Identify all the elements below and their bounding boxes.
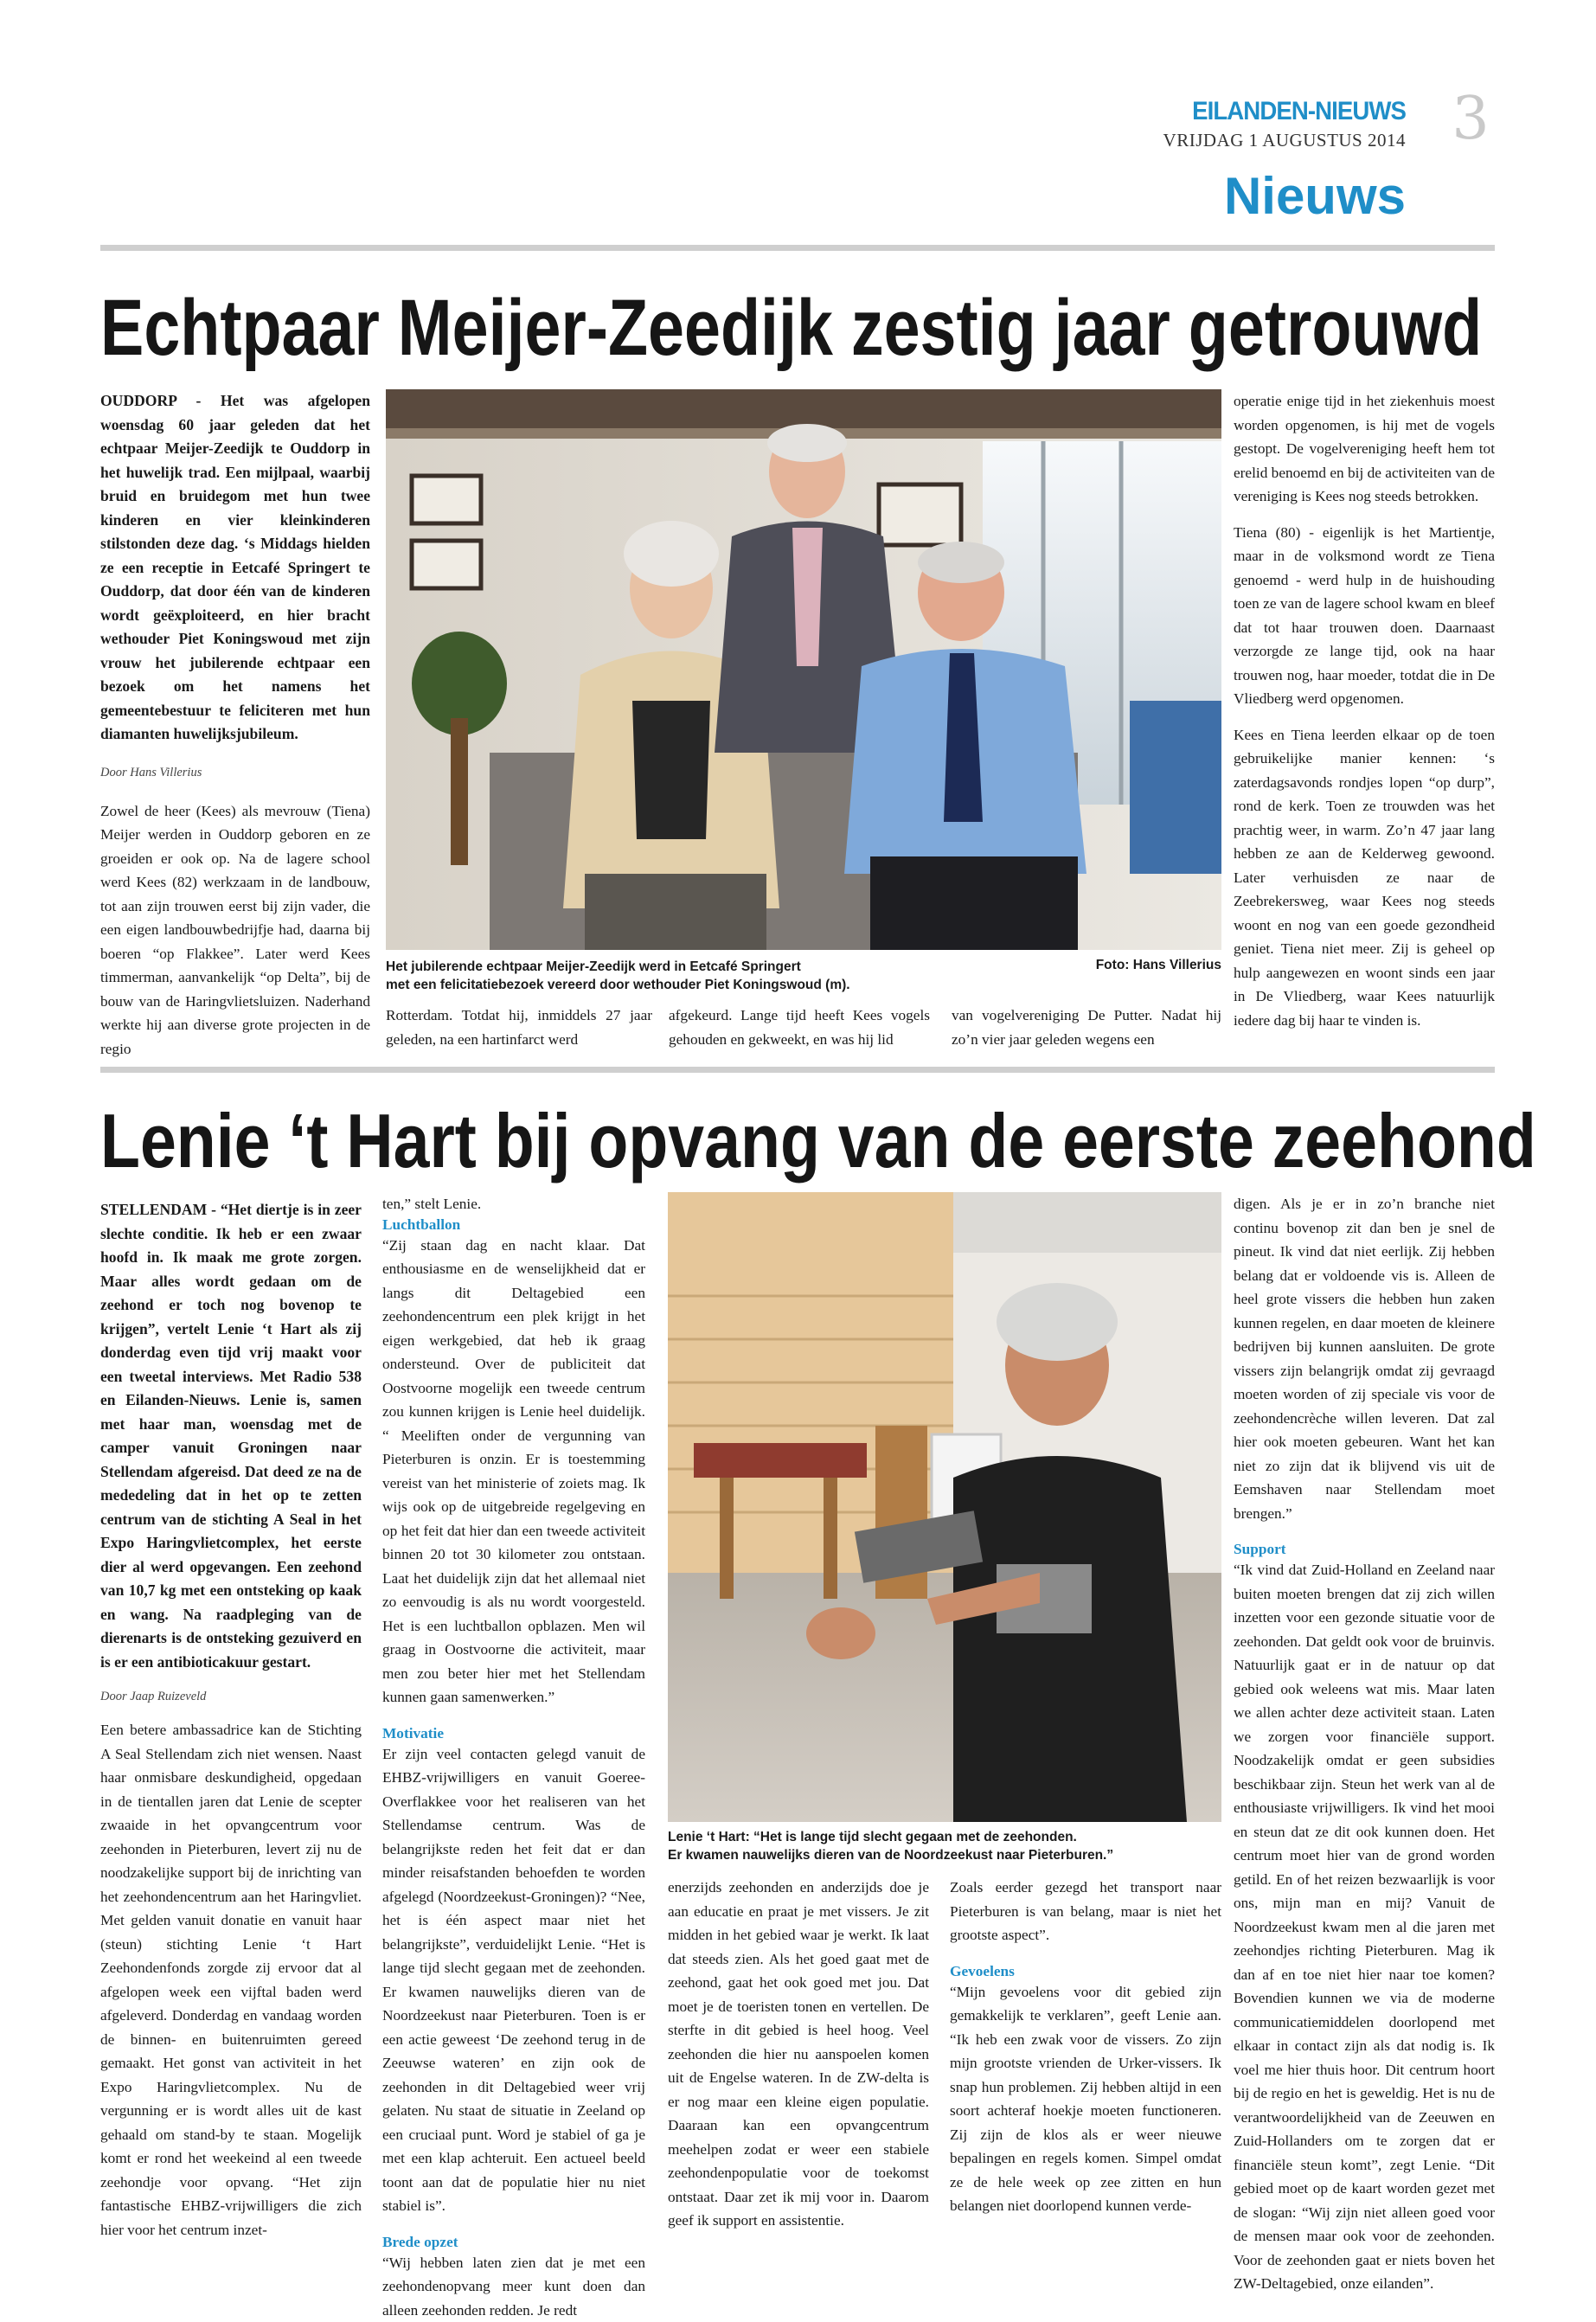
article2-col1 [100,1198,362,2242]
article2-col2 [382,1192,645,2322]
article2-caption-line1: Lenie ‘t Hart: “Het is lange tijd slecht gegaan met de zeehonden. [668,1828,1221,1846]
article1-col1-body: Zowel de heer (Kees) als mevrouw (Tiena) Meijer werden in Ouddorp geboren en ze groeiden er ook op. Na de lagere school werd Kees (82) werkzaam in de landbouw, tot aan zijn trouwen eerst bij zijn vader, die een eigen landbouwbedrijfje had, daarna bij boeren “op Flakkee”. Later werd Kees timmerman, aanvankelijk “op Delta”, bij de bouw van de Haringvlietsluizen. Naderhand werkte hij aan diverse grote projecten in de regio [100,799,370,1062]
article2-photo-caption [668,1828,1221,1864]
article2-col5-p1: digen. Als je er in zo’n branche niet continu bovenop zit dan ben je snel de pineut. Ik vind dat niet eerlijk. Zij hebben belang dat er voldoende vis is. Alleen de heel grote vissers die hebben hun zaken kunnen regelen, en daar moeten de kleinere bedrijven bij kunnen aansluiten. De grote vissers zijn belangrijk omdat zij gevraagd moeten worden of zij speciale vis voor de zeehondencrèche willen leveren. Dat zal hier ook moeten gebeuren. Want het kan niet zo zijn dat ik blijvend vis uit de Eemshaven naar Stellendam moet brengen.” [1234,1192,1495,1525]
article1-col5 [1234,389,1495,1032]
article2-headline: Lenie ‘t Hart bij opvang van de eerste zeehond [100,1097,1306,1185]
article2-photo [668,1192,1221,1822]
issue-date: VRIJDAG 1 AUGUSTUS 2014 [1125,130,1406,151]
lenie-photo-illustration [668,1192,1221,1822]
article1-lead: OUDDORP - Het was afgelopen woensdag 60 jaar geleden dat het echtpaar Meijer-Zeedijk te Ouddorp in het huwelijk trad. Een mijlpaal, waarbij bruid en bruidegom met hun twee kinderen en vier kleinkinderen stilstonden deze dag. ‘s Middags hielden ze een receptie in Eetcafé Springert te Ouddorp, dat door één van de kinderen wordt geëxploiteerd, en hier bracht wethouder Piet Koningswoud met zijn vrouw het jubilerende echtpaar een bezoek om het namens het gemeentebestuur te feliciteren met hun diamanten huwelijksjubileum. [100,389,370,747]
section-title: Nieuws [1125,166,1406,226]
article1-col5-p2: Tiena (80) - eigenlijk is het Martientje, maar in de volksmond wordt ze Tiena genoemd - werd hulp in de huishouding toen ze van de lagere school kwam en bleef dat tot haar trouwen doen. Daarnaast verzorgde ze lange tijd, ook na haar trouwen nog, haar moeder, totdat die in De Vliedberg werd opgenomen. [1234,521,1495,711]
subhead-luchtballon: Luchtballon [382,1216,645,1234]
top-rule [100,245,1495,251]
article1-col5-p1: operatie enige tijd in het ziekenhuis moest worden opgenomen, is hij met de vogels gestopt. De vogelvereniging heeft hem tot erelid benoemd en bij de activiteiten van de vereniging is Kees nog steeds betrokken. [1234,389,1495,509]
article2-col2-p2: Er zijn veel contacten gelegd vanuit de EHBZ-vrijwilligers en vanuit Goeree-Overflakkee voor het realiseren van het Stellendamse centrum. Was de belangrijkste reden het feit dat er dan minder reisafstanden behoefden te worden afgelegd (Noordzeekust-Groningen)? “Nee, het is één aspect maar niet het belangrijkste”, verduidelijkt Lenie. “Het is lange tijd slecht gegaan met de zeehonden. Er kwamen nauwelijks dieren van de Noordzeekust naar Pieterburen. Toen is er een actie geweest ‘De zeehond terug in de Zeeuwse wateren’ en zijn ook de zeehonden in dit Deltagebied weer vrij gelaten. Nu staat de situatie in Zeeland op een cruciaal punt. Word je stabiel of ga je met een klap achteruit. Een actueel beeld toont aan dat de populatie hier nu niet stabiel is”. [382,1742,645,2218]
article2-col3-body: enerzijds zeehonden en anderzijds doe je aan educatie en praat je met vissers. Je zit midden in het gebied waar je werkt. Ik laat dat steeds zien. Als het goed gaat met de zeehond, gaat het ook goed met jou. Dat moet je de toeristen tonen en vertellen. De sterfte in dit gebied is heel hoog. Veel zeehonden die hier nu aanspoelen komen uit de Engelse wateren. In de ZW-delta is er nog maar een kleine eigen populatie. Daaraan kan een opvangcentrum meehelpen zodat er weer een stabiele zeehondenpopulatie voor de toekomst ontstaat. Daar zet ik mij voor in. Daarom geef ik support en assistentie. [668,1876,929,2233]
article2-col5 [1234,1192,1495,2296]
subhead-gevoelens: Gevoelens [950,1963,1221,1980]
article1-headline: Echtpaar Meijer-Zeedijk zestig jaar getrouwd [100,283,1257,374]
subhead-motivatie: Motivatie [382,1725,645,1742]
article1-col1 [100,389,370,1061]
article1-col5-p3: Kees en Tiena leerden elkaar op de toen gebruikelijke manier kennen: ‘s zaterdagsavonds rondjes lopen “op durp”, rond de kerk. Toen ze trouwden was het prachtig weer, in warm. Zo’n 47 jaar lang hebben ze aan de Kelderweg gewoond. Later verhuisden ze naar de Zeebrekersweg, waar Kees nog steeds woont en nog van een goede gezondheid geniet. Tiena niet meer. Zij is geheel op hulp aangewezen en woont sinds een jaar in De Vliedberg, waar Kees natuurlijk iedere dag bij haar te vinden is. [1234,723,1495,1033]
article1-caption-line2: met een felicitatiebezoek vereerd door wethouder Piet Koningswoud (m). [386,976,1043,994]
subhead-brede-opzet: Brede opzet [382,2234,645,2251]
article2-col4-p2: “Mijn gevoelens voor dit gebied zijn gemakkelijk te verklaren”, geeft Lenie aan. “Ik heb een zwak voor de vissers. Zo zijn mijn grootste vrienden de Urker-vissers. Ik snap hun problemen. Zij hebben altijd in een soort achteraf hoekje moeten functioneren. Zij zijn de klos als er weer nieuwe bepalingen en regels komen. Simpel omdat ze de hele week op zee zitten en hun belangen niet doorlopend kunnen verde- [950,1980,1221,2218]
couple-photo-illustration [386,389,1221,950]
subhead-support: Support [1234,1541,1495,1558]
article2-col4-p1: Zoals eerder gezegd het transport naar Pieterburen is van belang, maar is niet het grootste aspect”. [950,1876,1221,1947]
article1-caption-line1: Het jubilerende echtpaar Meijer-Zeedijk werd in Eetcafé Springert [386,958,1043,976]
article2-col5-p2: “Ik vind dat Zuid-Holland en Zeeland naar buiten moeten brengen dat zij zich willen inzetten voor een gezonde situatie voor de zeehonden. Dat geldt ook voor de bruinvis. Natuurlijk gaat er in de natuur op dat gebied ook weleens wat mis. Maar laten we allen achter deze activiteit staan. Laten we zorgen voor financiële support. Noodzakelijk omdat er geen subsidies beschikbaar zijn. Steun het werk van al de enthousiaste vrijwilligers. Ik vind het mooi en steun dat ze dit ook kunnen doen. Het centrum moet hier van de grond worden getild. En of het reizen bezwaarlijk is voor ons, mijn man en mij? Vanuit de Noordzeekust kwam men al die jaren met zeehondjes richting Pieterburen. Mag ik dan af en toe niet hier naar toe komen? Bovendien kunnen we via de moderne communicatiemiddelen doorlopend met elkaar in contact zijn als dat nodig is. Ik voel me hier thuis hoor. Dit centrum hoort bij de regio en het is geweldig. Het is nu de verantwoordelijkheid van de Zeeuwen en Zuid-Hollanders om te zorgen dat er financiële steun komt”, zegt Lenie. “Dit gebied moet op de kaart worden gezet met de slogan: “Wij zijn niet alleen goed voor de mensen maar ook voor de zeehonden. Voor de zeehonden gaat er niets boven het ZW-Deltagebied, onze eilanden”. [1234,1558,1495,2296]
article1-byline: Door Hans Villerius [100,766,370,780]
article2-col1-body: Een betere ambassadrice kan de Stichting A Seal Stellendam zich niet wensen. Naast haar onmisbare deskundigheid, opgedaan in de tientallen jaren dat Lenie de scepter zwaaide in het opvangcentrum voor zeehonden in Pieterburen, levert zij nu de noodzakelijke support bij de inrichting van het zeehondencentrum aan het Haringvliet. Met gelden vanuit donatie en vanuit haar (steun) stichting Lenie ‘t Hart Zeehondenfonds zorgde zij ervoor dat al afgelopen week een vijftal baden werd afgeleverd. Donderdag en vandaag worden de binnen- en buitenruimten gereed gemaakt. Het gonst van activiteit in het Expo Haringvlietcomplex. Nu de vergunning er is wordt alles uit de kast gehaald om stand-by te staan. Mogelijk komt er rond het weekeind al een tweede zeehondje voor opvang. “Het zijn fantastische EHBZ-vrijwilligers die zich hier voor het centrum inzet- [100,1718,362,2242]
article1-col4-body: van vogelvereniging De Putter. Nadat hij zo’n vier jaar geleden wegens een [952,1004,1221,1051]
article2-col4 [950,1876,1221,2218]
article2-caption-line2: Er kwamen nauwelijks dieren van de Noordzeekust naar Pieterburen.” [668,1846,1221,1864]
article1-photo-caption [386,958,1043,994]
article2-byline: Door Jaap Ruizeveld [100,1690,362,1704]
article2-lead: STELLENDAM - “Het diertje is in zeer slechte conditie. Ik heb er een zwaar hoofd in. Ik maak me grote zorgen. Maar alles wordt gedaan om de zeehond er toch nog bovenop te krijgen”, vertelt Lenie ‘t Hart als zij donderdag even tijd vrij maakt voor een tweetal interviews. Met Radio 538 en Eilanden-Nieuws. Lenie is, samen met haar man, woensdag met de camper vanuit Groningen naar Stellendam afgereisd. Dat deed ze na de mededeling dat in het op te zetten centrum van de stichting A Seal in het Expo Haringvlietcomplex, het eerste dier al werd opgevangen. Een zeehond van 10,7 kg met een ontsteking op kaak en wang. Na raadpleging van de dierenarts is de ontsteking gezuiverd en is er een antibioticakuur gestart. [100,1198,362,1674]
middle-rule [100,1067,1495,1073]
article1-photo-credit: Foto: Hans Villerius [1038,958,1221,973]
article2-col2-p1: “Zij staan dag en nacht klaar. Dat enthousiasme en de wenselijkheid dat er langs dit Deltagebied een zeehondencentrum een plek krijgt in het eigen werkgebied, dat heb ik graag ondersteund. Over de publiciteit dat Oostvoorne mogelijk een tweede centrum zou kunnen krijgen is Lenie heel duidelijk. “ Meeliften onder de vergunning van Pieterburen is onzin. Er is toestemming vereist van het ministerie of zoiets mag. Ik wijs ook op de uitgebreide regelgeving en op het feit dat hier dan een tweede activiteit binnen 20 tot 30 kilometer zou ontstaan. Laat het duidelijk zijn dat het allemaal niet zo eenvoudig is als nu wordt voorgesteld. Het is een luchtballon opblazen. Men wil graag in Oostvoorne die activiteit, maar men zou beter hier met het Stellendam kunnen gaan samenwerken.” [382,1234,645,1709]
article1-col3-body: afgekeurd. Lange tijd heeft Kees vogels gehouden en gekweekt, en was hij lid [669,1004,930,1051]
newspaper-brand: EILANDEN-NIEUWS [1191,97,1406,126]
article1-col2-body: Rotterdam. Totdat hij, inmiddels 27 jaar geleden, na een hartinfarct werd [386,1004,652,1051]
article2-col2-p0: ten,” stelt Lenie. [382,1192,645,1216]
page-number: 3 [1436,85,1505,153]
article1-photo [386,389,1221,950]
article2-col2-p3: “Wij hebben laten zien dat je met een zeehondenopvang meer kunt doen dan alleen zeehonden redden. Je redt [382,2251,645,2322]
